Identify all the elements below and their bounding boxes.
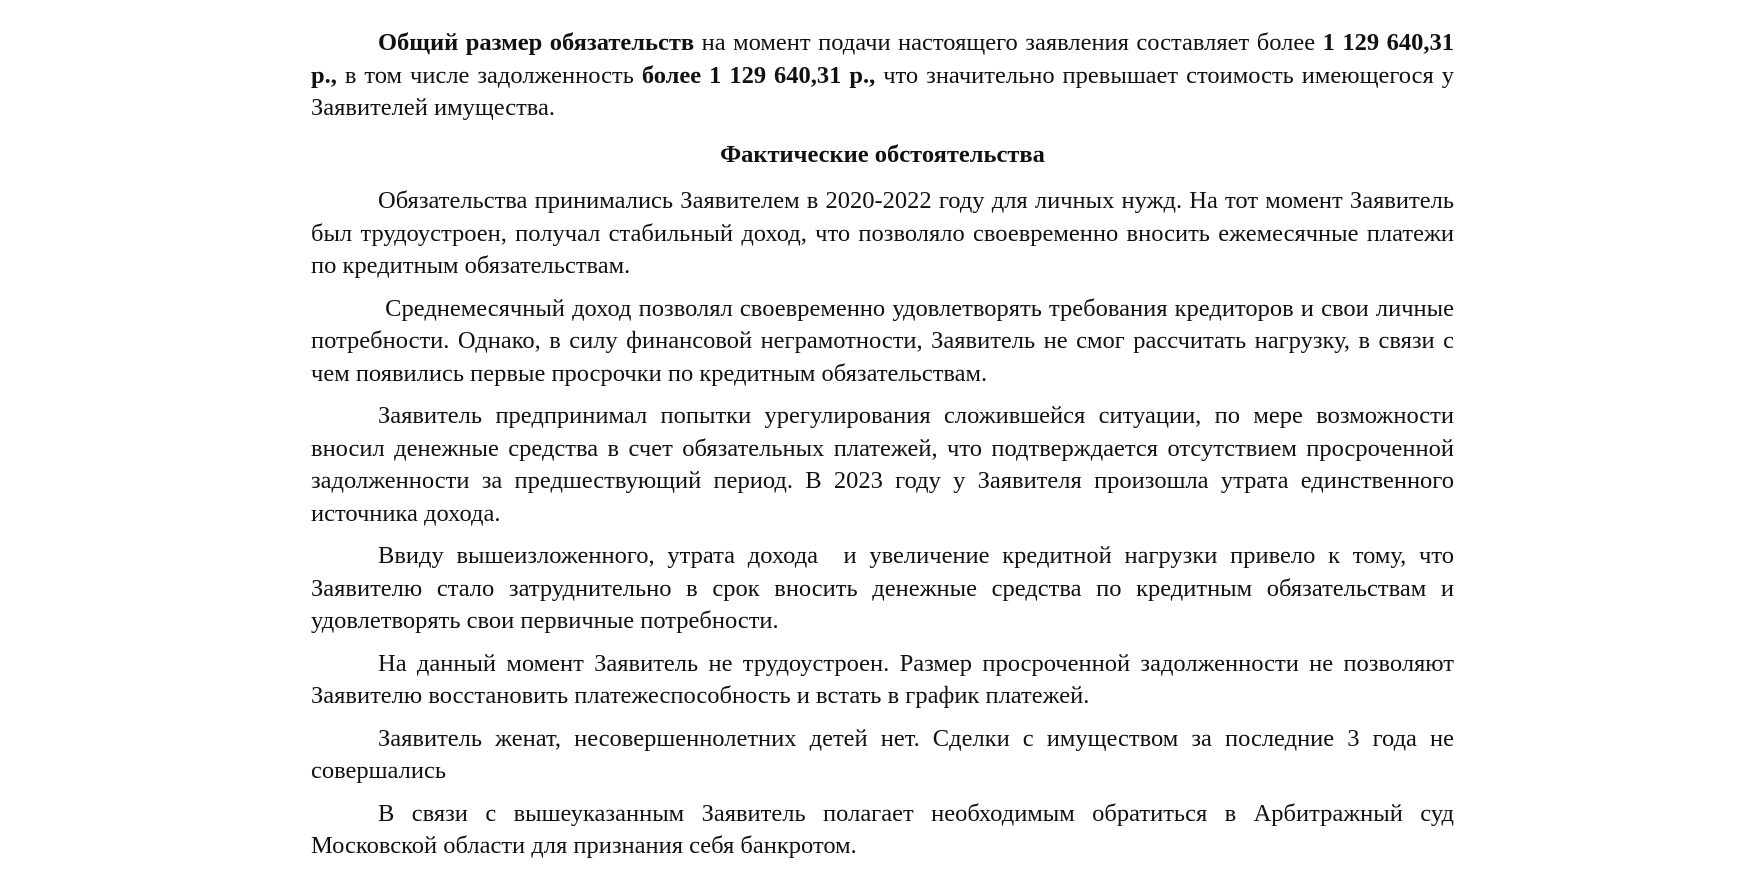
paragraph-consequences: Ввиду вышеизложенного, утрата дохода и увеличение кредитной нагрузки привело к тому, что Заявителю стало затруднительно в срок вносить денежные средства по кредитным обязательствам и удовлетворять свои первичные потребности. <box>311 542 1461 634</box>
intro-bold-lead: Общий размер обязательств <box>378 29 695 56</box>
paragraph-settlement-attempts: Заявитель предпринимал попытки урегулирования сложившейся ситуации, по мере возможности вносил денежные средства в счет обязательных платежей, что подтверждается отсутствием просроченной задолженности за предшествующий период. В 2023 году у Заявителя произошла утрата единственного источника дохода. <box>311 402 1454 527</box>
document-page <box>311 27 1461 873</box>
intro-text-2: в том числе задолженность <box>336 61 642 89</box>
paragraph-income: Среднемесячный доход позволял своевременно удовлетворять требования кредиторов и свои личные потребности. Однако, в силу финансовой неграмотности, Заявитель не смог рассчитать нагрузку, в связи с чем появились первые просрочки по кредитным обязательствам. <box>311 294 1461 387</box>
paragraph-obligations: Обязательства принимались Заявителем в 2020-2022 году для личных нужд. На тот момент Заявитель был трудоустроен, получал стабильный доход, что позволяло своевременно вносить ежемесячные платежи по кредитным обязательствам. <box>311 187 1454 279</box>
section-heading: Фактические обстоятельства <box>720 140 1045 168</box>
intro-amount-2: более 1 129 640,31 р., <box>641 61 876 89</box>
paragraph-family-status: Заявитель женат, несовершеннолетних детей нет. Сделки с имуществом за последние 3 года не совершались <box>311 724 1454 784</box>
paragraph-employment-status: На данный момент Заявитель не трудоустроен. Размер просроченной задолженности не позволяют Заявителю восстановить платежеспособность и встать в график платежей. <box>311 649 1454 709</box>
intro-text-3: что значительно превышает стоимость имеющегося у Заявителей имущества. <box>311 61 1454 121</box>
intro-amount-1: 1 129 640,31 р., <box>311 29 1454 89</box>
intro-text-1: на момент подачи настоящего заявления составляет более <box>694 29 1323 56</box>
intro-paragraph <box>311 27 1454 125</box>
paragraph-conclusion: В связи с вышеуказанным Заявитель полагает необходимым обратиться в Арбитражный суд Московской области для признания себя банкротом. <box>311 799 1454 859</box>
